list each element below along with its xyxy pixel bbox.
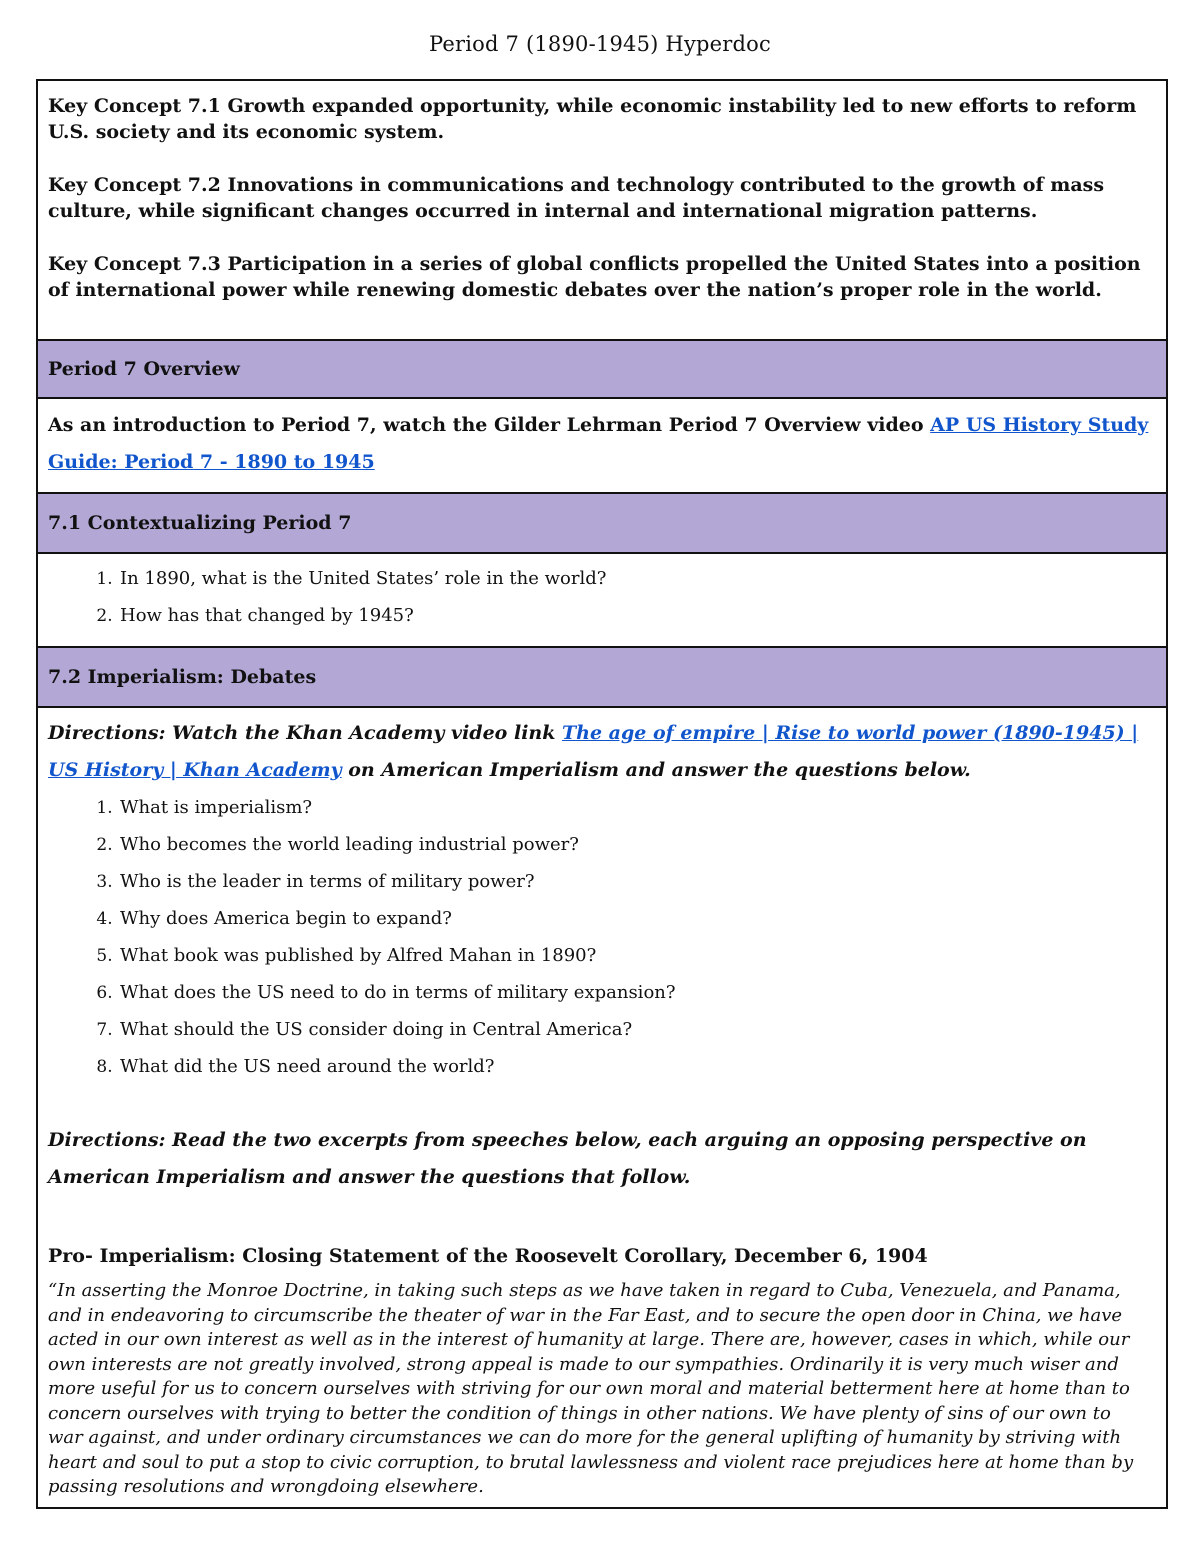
key-concept-7-3: Key Concept 7.3 Participation in a series of global conflicts propelled the United States into a position of international power while renewing domestic debates over the nation’s proper role in the world. xyxy=(48,253,1141,301)
section-heading: 7.2 Imperialism: Debates xyxy=(48,666,317,688)
list-item: 3. Who is the leader in terms of military power? xyxy=(118,863,1156,900)
imperialism-question-list xyxy=(48,789,1156,1085)
contextualizing-questions-cell xyxy=(38,554,1166,648)
section-header-contextualizing xyxy=(38,494,1166,554)
pro-imperialism-title: Pro- Imperialism: Closing Statement of the Roosevelt Corollary, December 6, 1904 xyxy=(48,1245,928,1267)
directions-prefix: Directions: Watch the Khan Academy video link xyxy=(48,722,563,744)
document-title: Period 7 (1890-1945) Hyperdoc xyxy=(429,32,771,56)
section-heading: Period 7 Overview xyxy=(48,358,240,380)
section-header-overview xyxy=(38,341,1166,399)
khan-academy-video-link[interactable]: The age of empire | Rise to world power (1890-1945) | US History | Khan Academy xyxy=(48,722,1139,781)
key-concept-7-1: Key Concept 7.1 Growth expanded opportunity, while economic instability led to new efforts to reform U.S. society and its economic system. xyxy=(48,95,1137,143)
roosevelt-corollary-quote: “In asserting the Monroe Doctrine, in taking such steps as we have taken in regard to Cuba, Venezuela, and Panama, and in endeavoring to circumscribe the theater of war in the Far East, and to secure the open door in China, we have acted in our own interest as well as in the interest of humanity at large. There are, however, cases in which, while our own interests are not greatly involved, strong appeal is made to our sympathies. Ordinarily it is very much wiser and more useful for us to concern ourselves with striving for our own moral and material betterment here at home than to concern ourselves with trying to better the condition of things in other nations. We have plenty of sins of our own to war against, and under ordinary circumstances we can do more for the general uplifting of humanity by striving with heart and soul to put a stop to civic corruption, to brutal lawlessness and violent race prejudices here at home than by passing resolutions and wrongdoing elsewhere. xyxy=(48,1280,1134,1497)
list-item: 1. In 1890, what is the United States’ role in the world? xyxy=(118,560,1156,597)
khan-directions xyxy=(48,715,1156,789)
hyperdoc-table xyxy=(36,79,1168,1509)
contextualizing-question-list xyxy=(48,560,1156,634)
key-concepts-cell xyxy=(38,81,1166,341)
list-item: 1. What is imperialism? xyxy=(118,789,1156,826)
list-item: 4. Why does America begin to expand? xyxy=(118,900,1156,937)
imperialism-cell xyxy=(38,708,1166,1507)
key-concept-7-2: Key Concept 7.2 Innovations in communications and technology contributed to the growth of mass culture, while significant changes occurred in internal and international migration patterns. xyxy=(48,174,1105,222)
list-item: 5. What book was published by Alfred Mahan in 1890? xyxy=(118,937,1156,974)
overview-intro-text: As an introduction to Period 7, watch the Gilder Lehrman Period 7 Overview video xyxy=(48,414,931,436)
overview-intro-cell xyxy=(38,399,1166,494)
directions-suffix: on American Imperialism and answer the questions below. xyxy=(341,759,971,781)
speech-directions: Directions: Read the two excerpts from speeches below, each arguing an opposing perspective on American Imperialism and answer the questions that follow. xyxy=(48,1129,1087,1188)
list-item: 8. What did the US need around the world? xyxy=(118,1048,1156,1085)
list-item: 7. What should the US consider doing in Central America? xyxy=(118,1011,1156,1048)
list-item: 6. What does the US need to do in terms of military expansion? xyxy=(118,974,1156,1011)
list-item: 2. Who becomes the world leading industrial power? xyxy=(118,826,1156,863)
section-heading: 7.1 Contextualizing Period 7 xyxy=(48,512,352,534)
overview-video-link[interactable]: AP US History Study Guide: Period 7 - 1890 to 1945 xyxy=(48,414,1149,473)
list-item: 2. How has that changed by 1945? xyxy=(118,597,1156,634)
section-header-imperialism xyxy=(38,648,1166,708)
